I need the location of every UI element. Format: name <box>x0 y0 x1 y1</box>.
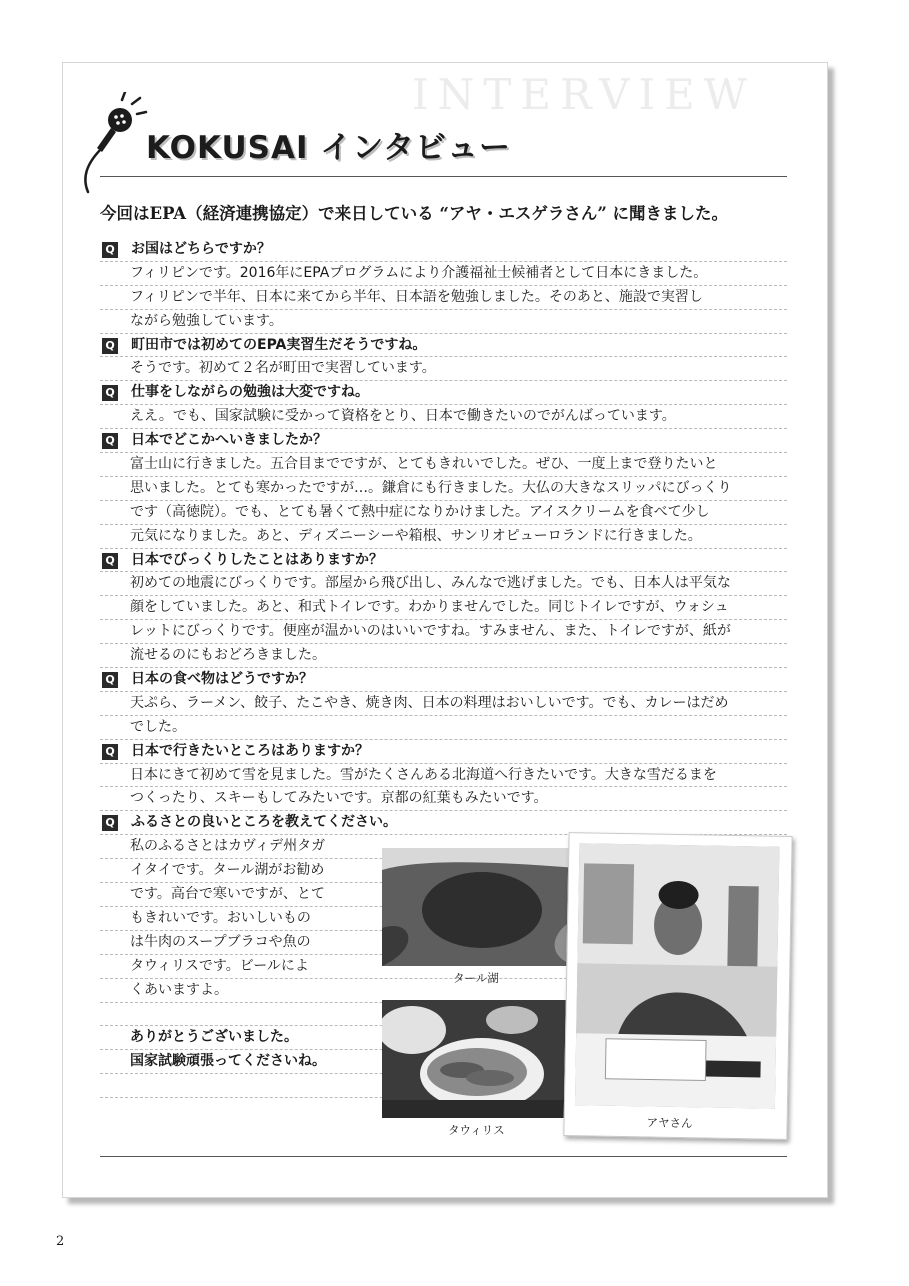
line-text: 日本で行きたいところはありますか？ <box>131 742 369 759</box>
line-text: 仕事をしながらの勉強は大変ですね。 <box>131 384 369 401</box>
answer-line <box>100 477 787 501</box>
line-text: 町田市では初めてのEPA実習生だそうですね。 <box>131 336 427 353</box>
answer-line <box>100 453 787 477</box>
line-text: 流せるのにもおどろきました。 <box>130 647 326 664</box>
fish-image <box>382 1000 570 1118</box>
answer-line <box>100 692 787 716</box>
interview-watermark: INTERVIEW <box>412 70 756 119</box>
line-text: タウィリスです。ビールによ <box>130 957 309 974</box>
page-title: KOKUSAI インタビュー <box>146 130 512 166</box>
question-badge-icon: Q <box>102 242 118 258</box>
lake-photo <box>382 848 578 966</box>
line-text: くあいますよ。 <box>130 981 228 998</box>
line-text: 元気になりました。あと、ディズニーシーや箱根、サンリオピューロランドに行きました。 <box>130 527 702 544</box>
question-line <box>100 811 787 835</box>
question-line <box>100 238 787 262</box>
line-text: つくったり、スキーもしてみたいです。京都の紅葉もみたいです。 <box>130 790 548 807</box>
line-text: レットにびっくりです。便座が温かいのはいいですね。すみません、また、トイレですが、紙が <box>130 623 731 640</box>
question-badge-icon: Q <box>102 672 118 688</box>
fish-caption: タウィリス <box>448 1123 505 1137</box>
answer-line <box>100 716 787 740</box>
line-text: イタイです。タール湖がお勧め <box>130 862 325 879</box>
line-text: 日本でどこかへいきましたか？ <box>131 432 327 449</box>
line-text: 初めての地震にびっくりです。部屋から飛び出し、みんなで逃げました。でも、日本人は平気な <box>130 575 731 592</box>
line-text: 日本の食べ物はどうですか？ <box>131 671 313 688</box>
question-line <box>100 429 787 453</box>
answer-line <box>100 286 787 310</box>
question-badge-icon: Q <box>102 385 118 401</box>
question-badge-icon: Q <box>102 553 118 569</box>
lake-image <box>382 848 578 966</box>
line-text: ええ。でも、国家試験に受かって資格をとり、日本で働きたいのでがんばっています。 <box>130 408 676 425</box>
person-caption: アヤさん <box>646 1115 693 1131</box>
person-image <box>575 843 780 1108</box>
page-number: 2 <box>56 1234 65 1249</box>
line-text: でした。 <box>130 718 186 735</box>
answer-line <box>100 310 787 334</box>
microphone-icon <box>80 92 150 196</box>
question-badge-icon: Q <box>102 338 118 354</box>
fish-photo <box>382 1000 570 1118</box>
line-text: は牛肉のスープブラコや魚の <box>130 933 311 950</box>
line-text: 思いました。とても寒かったですが…。鎌倉にも行きました。大仏の大きなスリッパにびっくり <box>130 479 732 496</box>
answer-line <box>100 787 787 811</box>
line-text: そうです。初めて２名が町田で実習しています。 <box>130 360 436 377</box>
answer-line <box>100 262 787 286</box>
line-text: 富士山に行きました。五合目までですが、とてもきれいでした。ぜひ、一度上まで登りたいと <box>130 456 718 473</box>
intro-text: 今回はEPA（経済連携協定）で来日している “アヤ・エスゲラさん” に聞きました。 <box>100 204 729 223</box>
title-divider <box>100 176 787 177</box>
answer-line <box>100 357 787 381</box>
line-text: フィリピンです。2016年にEPAプログラムにより介護福祉士候補者として日本にきました。 <box>130 264 708 281</box>
line-text: 私のふるさとはカヴィデ州タガ <box>130 838 326 855</box>
line-text: お国はどちらですか？ <box>131 241 271 257</box>
answer-line <box>100 644 787 668</box>
lake-caption: タール湖 <box>453 971 499 985</box>
question-line <box>100 740 787 764</box>
line-text: 顔をしていました。あと、和式トイレです。わかりませんでした。同じトイレですが、ウォシュ <box>130 599 729 616</box>
line-text: フィリピンで半年、日本に来てから半年、日本語を勉強しました。そのあと、施設で実習し <box>130 288 703 305</box>
question-line <box>100 549 787 573</box>
line-text: もきれいです。おいしいもの <box>130 909 311 926</box>
answer-line <box>100 620 787 644</box>
line-text: です。高台で寒いですが、とて <box>130 886 325 903</box>
bottom-divider <box>100 1156 787 1157</box>
answer-line <box>100 405 787 429</box>
line-text: 日本でびっくりしたことはありますか？ <box>131 551 383 568</box>
answer-line <box>100 525 787 549</box>
question-badge-icon: Q <box>102 433 118 449</box>
answer-line <box>100 596 787 620</box>
question-line <box>100 381 787 405</box>
line-text: ふるさとの良いところを教えてください。 <box>131 814 397 831</box>
question-badge-icon: Q <box>102 744 118 760</box>
person-polaroid <box>563 832 792 1140</box>
answer-line <box>100 572 787 596</box>
answer-line <box>100 501 787 525</box>
answer-line <box>100 764 787 788</box>
line-text: ありがとうございました。 <box>130 1029 298 1046</box>
line-text: です（高徳院）。でも、とても暑くて熱中症になりかけました。アイスクリームを食べて少し <box>130 503 710 520</box>
line-text: 国家試験頑張ってくださいね。 <box>130 1053 326 1070</box>
question-badge-icon: Q <box>102 815 118 831</box>
person-photo <box>575 843 780 1108</box>
question-line <box>100 334 787 358</box>
line-text: ながら勉強しています。 <box>130 312 283 329</box>
line-text: 天ぷら、ラーメン、餃子、たこやき、焼き肉、日本の料理はおいしいです。でも、カレーはだめ <box>130 694 729 711</box>
question-line <box>100 668 787 692</box>
line-text: 日本にきて初めて雪を見ました。雪がたくさんある北海道へ行きたいです。大きな雪だるまを <box>130 766 717 783</box>
